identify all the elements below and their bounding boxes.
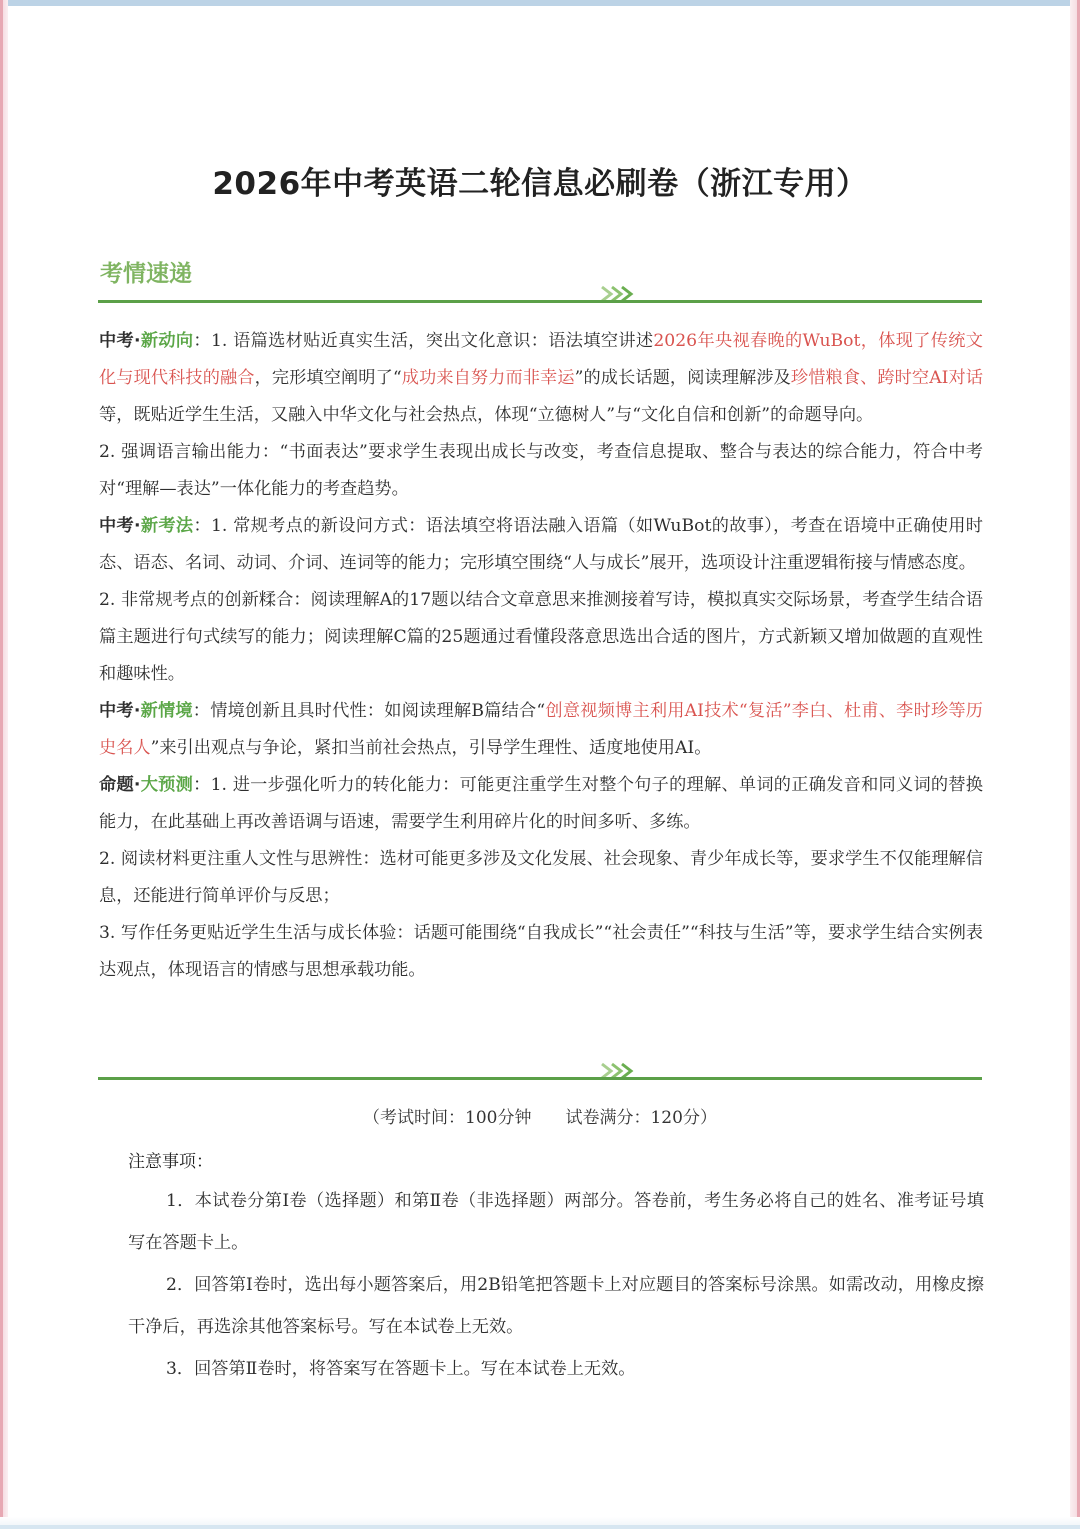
document-title: 2026年中考英语二轮信息必刷卷（浙江专用）: [212, 166, 868, 202]
body-text: 情境创新且具时代性：如阅读理解B篇结合“: [210, 701, 546, 721]
paragraph-tag: 新情境: [140, 701, 193, 721]
page-bottom-border: [0, 1517, 1080, 1529]
body-text: 1. 常规考点的新设问方式：语法填空将语法融入语篇（如WuBot的故事），考查在语境中正确使用时态、语态、名词、动词、介词、连词等的能力；完形填空围绕“人与成长”展开，选项设计注重逻辑衔接与情感态度。: [99, 516, 983, 573]
body-text: ”来引出观点与争论，紧扣当前社会热点，引导学生理性、适度地使用AI。: [150, 738, 712, 758]
page-top-border: [0, 0, 1080, 6]
overview-paragraph: 2. 非常规考点的创新糅合：阅读理解A的17题以结合文章意思来推测接着写诗，模拟真实交际场景，考查学生结合语篇主题进行句式续写的能力；阅读理解C篇的25题通过看懂段落意思选出合适的图片，方式新颖又增加做题的直观性和趣味性。: [99, 590, 983, 684]
paragraph-tag-colon: ：: [193, 516, 211, 536]
note-item: 3．回答第Ⅱ卷时，将答案写在答题卡上。写在本试卷上无效。: [166, 1359, 636, 1379]
paragraph-tag: 大预测: [140, 775, 194, 795]
body-text: 等，既贴近学生生活，又融入中华文化与社会热点，体现“立德树人”与“文化自信和创新”的命题导向。: [99, 405, 874, 425]
paragraph-tag: 新考法: [140, 516, 194, 536]
section-divider-bottom: [98, 1077, 982, 1080]
body-text: ”的成长话题，阅读理解涉及: [574, 368, 791, 388]
note-item: 1．本试卷分第Ⅰ卷（选择题）和第Ⅱ卷（非选择题）两部分。答卷前，考生务必将自己的姓名、准考证号填写在答题卡上。: [128, 1191, 984, 1253]
section-heading: 考情速递: [100, 261, 192, 287]
page-right-border: [1070, 0, 1080, 1529]
paragraph-tag-prefix: 中考·: [99, 516, 141, 536]
body-text: 1. 语篇选材贴近真实生活，突出文化意识：语法填空讲述: [210, 331, 654, 351]
page-left-border: [0, 0, 8, 1529]
note-item: 2．回答第Ⅰ卷时，选出每小题答案后，用2B铅笔把答题卡上对应题目的答案标号涂黑。如需改动，用橡皮擦干净后，再选涂其他答案标号。写在本试卷上无效。: [128, 1275, 984, 1337]
notes-list: [128, 1180, 984, 1390]
paragraph-tag-prefix: 中考·: [99, 701, 141, 721]
paragraph-tag-colon: ：: [193, 331, 211, 351]
paragraph-tag-prefix: 中考·: [99, 331, 141, 351]
highlighted-text: 2026年央视春晚的WuBot，体现了传统文化与现代科技的融合: [99, 331, 983, 388]
paragraph-tag: 新动向: [140, 331, 194, 351]
overview-paragraph-tagged: [99, 693, 983, 767]
highlighted-text: 成功来自努力而非幸运: [401, 368, 575, 388]
section-divider-top: [98, 300, 982, 303]
paragraph-tag-colon: ：: [193, 775, 211, 795]
highlighted-text: 珍惜粮食、跨时空AI对话: [790, 368, 983, 388]
overview-paragraph: 3. 写作任务更贴近学生生活与成长体验：话题可能围绕“自我成长”“社会责任”“科技与生活”等，要求学生结合实例表达观点，体现语言的情感与思想承载功能。: [99, 923, 983, 980]
exam-time-info: （考试时间：100分钟 试卷满分：120分）: [363, 1108, 717, 1128]
overview-paragraph-tagged: [99, 323, 983, 434]
paragraph-tag-colon: ：: [192, 701, 211, 721]
overview-paragraph-tagged: [99, 508, 983, 582]
overview-paragraph: 2. 阅读材料更注重人文性与思辨性：选材可能更多涉及文化发展、社会现象、青少年成长等，要求学生不仅能理解信息，还能进行简单评价与反思；: [99, 849, 983, 906]
overview-paragraph: 2. 强调语言输出能力：“书面表达”要求学生表现出成长与改变，考查信息提取、整合与表达的综合能力，符合中考对“理解—表达”一体化能力的考查趋势。: [99, 442, 983, 499]
exam-overview-content: [99, 323, 983, 989]
body-text: ，完形填空阐明了“: [254, 368, 402, 388]
notes-heading: 注意事项：: [128, 1152, 213, 1172]
paragraph-tag-prefix: 命题·: [99, 775, 141, 795]
overview-paragraph-tagged: [99, 767, 983, 841]
body-text: 1. 进一步强化听力的转化能力：可能更注重学生对整个句子的理解、单词的正确发音和同义词的替换能力，在此基础上再改善语调与语速，需要学生利用碎片化的时间多听、多练。: [99, 775, 983, 832]
highlighted-text: 创意视频博主利用AI技术“复活”李白、杜甫、李时珍等历史名人: [99, 701, 983, 758]
